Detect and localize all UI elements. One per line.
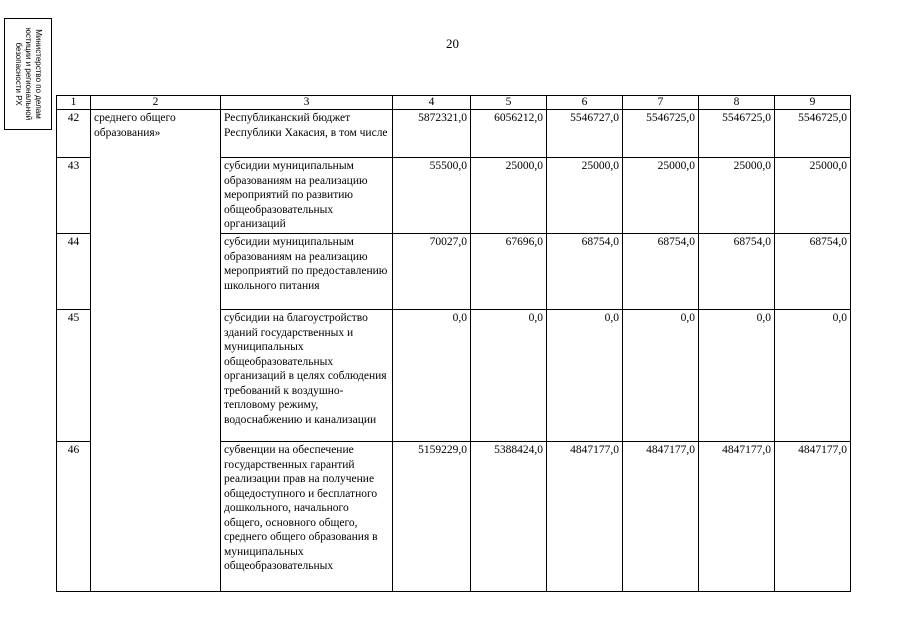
column-header: 6 [547, 96, 623, 110]
row-number: 46 [57, 442, 91, 592]
stamp-line: Министерство по делам [34, 29, 43, 119]
value-cell: 25000,0 [623, 158, 699, 234]
value-cell: 55500,0 [393, 158, 471, 234]
row-description: субсидии муниципальным образованиям на реализацию мероприятий по развитию общеобразовательных организаций [221, 158, 393, 234]
value-cell: 4847177,0 [775, 442, 851, 592]
ministry-stamp [4, 18, 52, 130]
value-cell: 25000,0 [547, 158, 623, 234]
row-description: субсидии на благоустройство зданий государственных и муниципальных общеобразовательных организаций в целях соблюдения требований к воздушно-тепловому режиму, водоснабжению и канализации [221, 310, 393, 442]
column-header: 2 [91, 96, 221, 110]
program-name-cell: среднего общего образования» [91, 110, 221, 592]
value-cell: 68754,0 [623, 234, 699, 310]
value-cell: 5546725,0 [623, 110, 699, 158]
value-cell: 68754,0 [699, 234, 775, 310]
value-cell: 70027,0 [393, 234, 471, 310]
stamp-line: безопасности РХ [14, 42, 23, 106]
row-description: субсидии муниципальным образованиям на реализацию мероприятий по предоставлению школьного питания [221, 234, 393, 310]
value-cell: 67696,0 [471, 234, 547, 310]
row-number: 44 [57, 234, 91, 310]
column-header: 4 [393, 96, 471, 110]
value-cell: 68754,0 [547, 234, 623, 310]
value-cell: 0,0 [623, 310, 699, 442]
column-header: 3 [221, 96, 393, 110]
value-cell: 4847177,0 [547, 442, 623, 592]
value-cell: 0,0 [775, 310, 851, 442]
value-cell: 5872321,0 [393, 110, 471, 158]
row-number: 42 [57, 110, 91, 158]
column-header: 5 [471, 96, 547, 110]
value-cell: 68754,0 [775, 234, 851, 310]
table-header-row [57, 96, 851, 110]
budget-table [56, 95, 851, 592]
page-number: 20 [446, 36, 459, 51]
value-cell: 6056212,0 [471, 110, 547, 158]
value-cell: 5546727,0 [547, 110, 623, 158]
value-cell: 25000,0 [775, 158, 851, 234]
row-number: 45 [57, 310, 91, 442]
value-cell: 5546725,0 [699, 110, 775, 158]
value-cell: 25000,0 [699, 158, 775, 234]
value-cell: 0,0 [699, 310, 775, 442]
row-description: Республиканский бюджет Республики Хакасия, в том числе [221, 110, 393, 158]
row-description: субвенции на обеспечение государственных гарантий реализации прав на получение общедоступного и бесплатного дошкольного, начального общего, основного общего, среднего общего образования в муниципальных общеобразовательных [221, 442, 393, 592]
value-cell: 0,0 [393, 310, 471, 442]
value-cell: 0,0 [471, 310, 547, 442]
value-cell: 5388424,0 [471, 442, 547, 592]
row-number: 43 [57, 158, 91, 234]
column-header: 1 [57, 96, 91, 110]
value-cell: 25000,0 [471, 158, 547, 234]
value-cell: 5546725,0 [775, 110, 851, 158]
column-header: 9 [775, 96, 851, 110]
value-cell: 4847177,0 [699, 442, 775, 592]
value-cell: 4847177,0 [623, 442, 699, 592]
table-row [57, 110, 851, 158]
value-cell: 5159229,0 [393, 442, 471, 592]
column-header: 8 [699, 96, 775, 110]
column-header: 7 [623, 96, 699, 110]
stamp-line: юстиции и региональной [24, 27, 33, 121]
value-cell: 0,0 [547, 310, 623, 442]
